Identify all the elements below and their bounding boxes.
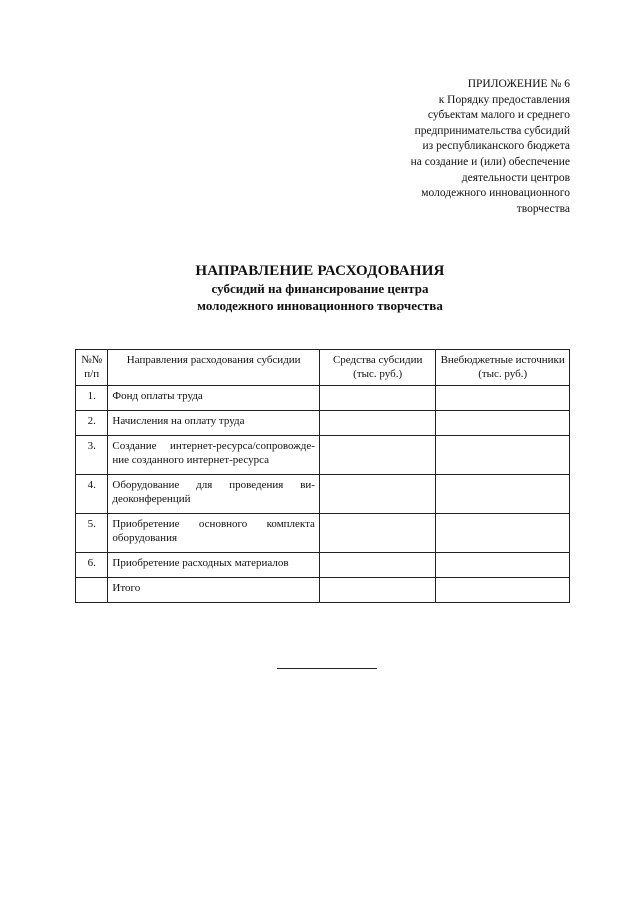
row-num: 5. (76, 514, 108, 553)
table-row (76, 553, 570, 578)
table-total-row (76, 578, 570, 603)
row-num: 3. (76, 436, 108, 475)
appendix-header (411, 77, 570, 217)
appendix-line: субъектам малого и среднего (427, 109, 570, 122)
expenditure-table (75, 349, 570, 603)
appendix-line: ПРИЛОЖЕНИЕ № 6 (467, 78, 570, 90)
row-external-cell (436, 514, 570, 553)
row-num: 4. (76, 475, 108, 514)
row-direction: Приобретение расходных материалов (108, 553, 320, 578)
appendix-line: из республиканского бюджета (422, 140, 570, 153)
title-subtitle-line2: молодежного инновационного творчества (197, 298, 443, 313)
appendix-line: к Порядку предоставления (438, 93, 570, 106)
appendix-line: на создание и (или) обеспечение (410, 155, 570, 168)
row-num: 6. (76, 553, 108, 578)
header-subsidy: Средства субсидии (тыс. руб.) (319, 350, 435, 386)
row-subsidy-cell (319, 514, 435, 553)
table-row (76, 386, 570, 411)
row-direction: Создание интернет-ресурса/сопровожде-ние созданного интернет-ресурса (108, 436, 320, 475)
row-subsidy-cell (319, 475, 435, 514)
row-direction: Фонд оплаты труда (108, 386, 320, 411)
row-num: 2. (76, 411, 108, 436)
appendix-line: молодежного инновационного (421, 187, 570, 200)
header-external: Внебюджетные источники (тыс. руб.) (436, 350, 570, 386)
row-external-cell (436, 386, 570, 411)
row-direction: Приобретение основного комплекта оборудования (108, 514, 320, 553)
row-external-cell (436, 553, 570, 578)
appendix-line: деятельности центров (461, 171, 570, 184)
table-row (76, 411, 570, 436)
header-num: №№ п/п (76, 350, 108, 386)
appendix-line: предпринимательства субсидий (414, 124, 570, 137)
row-external-cell (436, 411, 570, 436)
row-num: 1. (76, 386, 108, 411)
closing-divider (277, 668, 377, 669)
document-title (0, 262, 640, 314)
row-direction: Начисления на оплату труда (108, 411, 320, 436)
title-subtitle-line1: субсидий на финансирование центра (211, 281, 429, 296)
table-header-row (76, 350, 570, 386)
row-external-cell (436, 578, 570, 603)
appendix-line: творчества (516, 202, 570, 215)
row-external-cell (436, 436, 570, 475)
row-subsidy-cell (319, 553, 435, 578)
row-direction: Оборудование для проведения ви-деоконференций (108, 475, 320, 514)
header-direction: Направления расходования субсидии (108, 350, 320, 386)
table-row (76, 514, 570, 553)
row-subsidy-cell (319, 411, 435, 436)
row-subsidy-cell (319, 578, 435, 603)
row-direction-total: Итого (108, 578, 320, 603)
row-external-cell (436, 475, 570, 514)
row-subsidy-cell (319, 386, 435, 411)
table-row (76, 475, 570, 514)
table-row (76, 436, 570, 475)
title-main: НАПРАВЛЕНИЕ РАСХОДОВАНИЯ (195, 263, 445, 279)
row-num (76, 578, 108, 603)
row-subsidy-cell (319, 436, 435, 475)
